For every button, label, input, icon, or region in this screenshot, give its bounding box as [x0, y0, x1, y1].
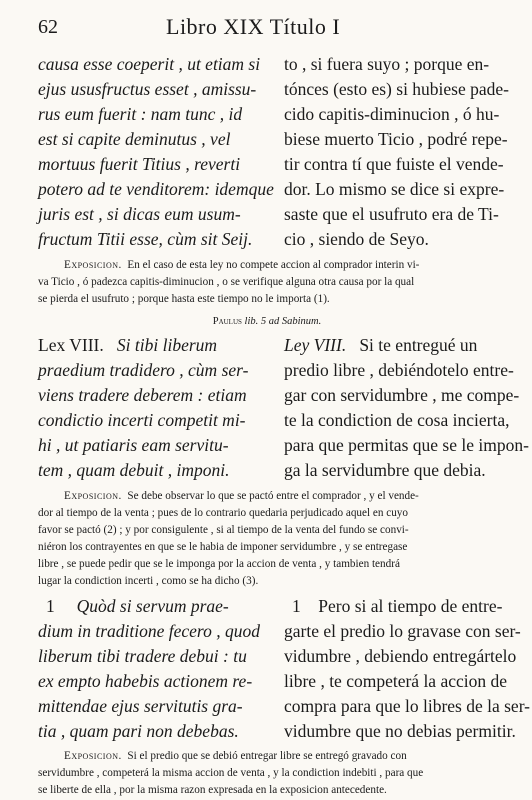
spanish-line: dor. Lo mismo se dice si expre- — [284, 179, 505, 199]
spanish-line: to , si fuera suyo ; porque en- — [284, 54, 490, 74]
latin-line: dium in traditione fecero , quod — [38, 621, 260, 641]
latin-column — [38, 333, 273, 483]
exposicion-line: niéron los contrayentes en que se le habia de imponer servidumbre , y se entregase — [38, 541, 408, 553]
latin-line: Quòd si servum prae- — [76, 596, 229, 616]
latin-line: causa esse coeperit , ut etiam si — [38, 54, 261, 74]
spanish-line: gar con servidumbre , me compe- — [284, 385, 520, 405]
spanish-line: garte el predio lo gravase con ser- — [284, 621, 521, 641]
text-block-2 — [38, 333, 529, 485]
source-author: Paulus — [212, 316, 242, 327]
spanish-line: cio , siendo de Seyo. — [284, 229, 429, 249]
latin-line: ejus ususfructus esset , amissu- — [38, 79, 257, 99]
latin-line: viens tradere deberem : etiam — [38, 385, 247, 405]
spanish-line: vidumbre que no debias permitir. — [284, 721, 516, 741]
spanish-line: tir contra tí que fuiste el vende- — [284, 154, 504, 174]
spanish-line: Pero si al tiempo de entre- — [318, 596, 503, 616]
spanish-line: tónces (esto es) si hubiese pade- — [284, 79, 509, 99]
latin-line: tem , quam debuit , imponi. — [38, 460, 230, 480]
spanish-column — [284, 333, 529, 483]
latin-line: liberum tibi tradere debui : tu — [38, 646, 247, 666]
exposicion-3 — [38, 748, 496, 782]
spanish-line: vidumbre , debiendo entregártelo — [284, 646, 517, 666]
source-reference: lib. 5 ad Sabinum. — [244, 316, 322, 327]
exposicion-3-end — [38, 782, 496, 799]
exposicion-2 — [38, 488, 496, 590]
spanish-column — [284, 52, 509, 252]
spanish-line: Si te entregué un — [359, 335, 478, 355]
spanish-line: cido capitis-diminucion , ó hu- — [284, 104, 500, 124]
latin-line: tia , quam pari non debebas. — [38, 721, 239, 741]
exposicion-label: Exposicion. — [64, 490, 122, 502]
exposicion-1 — [38, 257, 496, 308]
spanish-line: saste que el usufruto era de Ti- — [284, 204, 499, 224]
running-title: Libro XIX Título I — [166, 14, 341, 39]
page-header — [38, 12, 496, 42]
latin-line: ex empto habebis actionem re- — [38, 671, 253, 691]
latin-line: fructum Titii esse, cùm sit Seij. — [38, 229, 253, 249]
text-block-3 — [38, 594, 530, 746]
spanish-line: compra para que lo libres de la ser- — [284, 696, 530, 716]
spanish-line: predio libre , debiéndotelo entre- — [284, 360, 514, 380]
paragraph-number: 1 — [46, 596, 55, 616]
spanish-line: libre , te competerá la accion de — [284, 671, 508, 691]
exposicion-line: libre , se puede pedir que se le imponga por la accion de venta , y tambien tendrá — [38, 558, 400, 570]
exposicion-line: lugar la condiction incerti , como se ha dicho (3). — [38, 575, 259, 587]
text-block-1 — [38, 52, 509, 252]
latin-line: praedium tradidero , cùm ser- — [38, 360, 249, 380]
exposicion-line: Si el predio que se debió entregar libre se entregó gravado con — [127, 750, 407, 762]
law-label: Lex VIII. — [38, 335, 104, 355]
spanish-line: para que permitas que se le impon- — [284, 435, 529, 455]
ley-label: Ley VIII. — [284, 335, 347, 355]
exposicion-line: Se debe observar lo que se pactó entre el comprador , y el vende- — [127, 490, 419, 502]
paragraph-number: 1 — [292, 596, 301, 616]
source-citation — [38, 316, 496, 327]
latin-line: hi , ut patiaris eam servitu- — [38, 435, 229, 455]
page-number: 62 — [38, 16, 58, 38]
latin-line: mittendae ejus servitutis gra- — [38, 696, 243, 716]
exposicion-line: va Ticio , ó padezca capitis-diminucion , o se verifique alguna otra causa por la qual — [38, 276, 415, 288]
exposicion-line: se pierda el usufruto ; porque hasta este tiempo no le importa (1). — [38, 293, 330, 305]
latin-line: juris est , si dicas eum usum- — [38, 204, 241, 224]
latin-column — [38, 594, 273, 744]
exposicion-line: En el caso de esta ley no compete accion al comprador interin vi- — [127, 259, 420, 271]
exposicion-label: Exposicion. — [64, 259, 122, 271]
latin-column — [38, 52, 273, 252]
spanish-line: biese muerto Ticio , podré repe- — [284, 129, 508, 149]
latin-line: mortuus fuerit Titius , reverti — [38, 154, 241, 174]
exposicion-line: se liberte de ella , por la misma razon expresada en la exposicion antecedente. — [38, 784, 387, 796]
spanish-line: te la condiction de cosa incierta, — [284, 410, 510, 430]
exposicion-line: dor al tiempo de la venta ; pues de lo contrario quedaria perjudicado aquel en cuyo — [38, 507, 408, 519]
latin-line: est si capite deminutus , vel — [38, 129, 231, 149]
spanish-column — [284, 594, 530, 744]
latin-line: Si tibi liberum — [116, 335, 218, 355]
latin-line: condictio incerti competit mi- — [38, 410, 246, 430]
book-page — [38, 0, 530, 800]
spanish-line: ga la servidumbre que debia. — [284, 460, 486, 480]
exposicion-label: Exposicion. — [64, 750, 122, 762]
latin-line: rus eum fuerit : nam tunc , id — [38, 104, 243, 124]
exposicion-line: servidumbre , competerá la misma accion de venta , y la condiction indebiti , para que — [38, 767, 424, 779]
exposicion-line: favor se pactó (2) ; y por consigulente , si al tiempo de la venta del fundo se convi- — [38, 524, 409, 536]
latin-line: potero ad te venditorem: idemque — [38, 179, 274, 199]
